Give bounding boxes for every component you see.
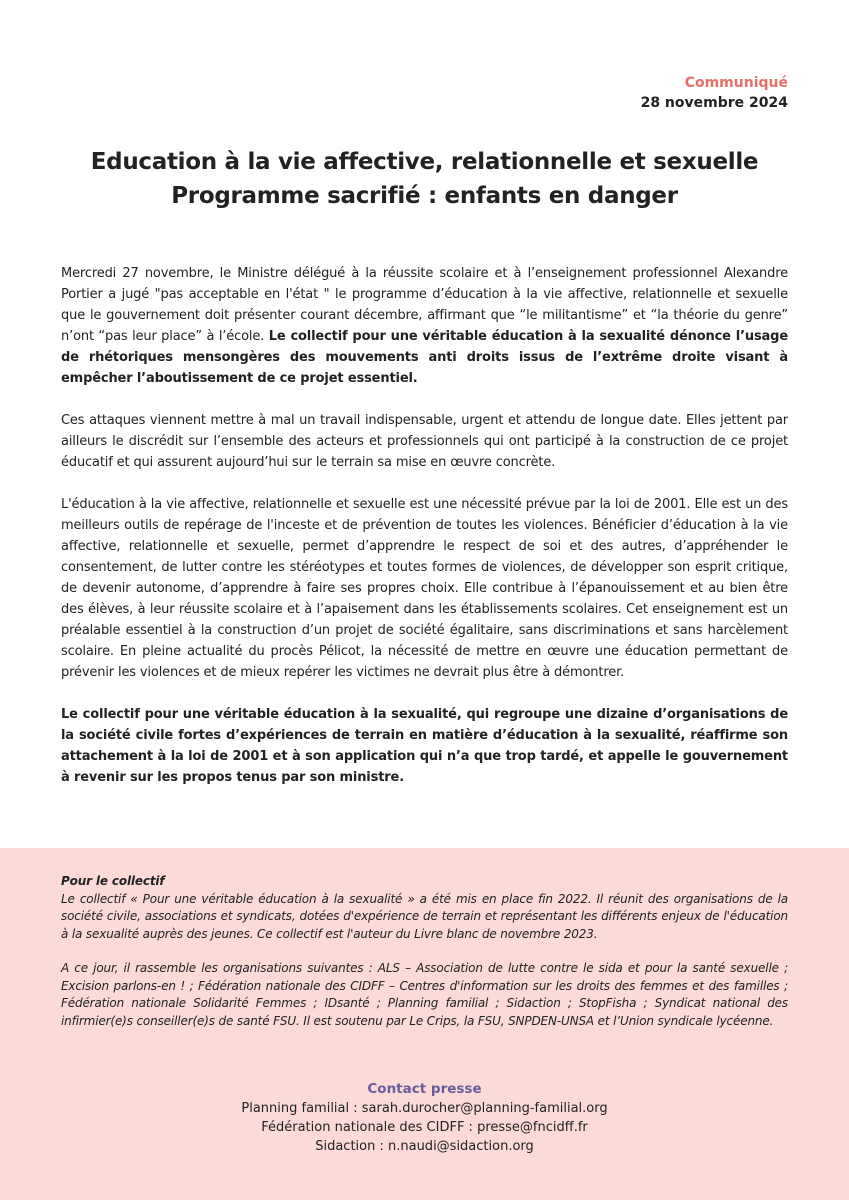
press-contact bbox=[0, 1080, 849, 1156]
contact-cidff: Fédération nationale des CIDFF : presse@fncidff.fr bbox=[261, 1120, 588, 1135]
title-line-2: Programme sacrifié : enfants en danger bbox=[171, 183, 678, 209]
paragraph-4 bbox=[61, 704, 788, 788]
collectif-heading: Pour le collectif bbox=[61, 874, 165, 888]
press-release-body bbox=[61, 263, 788, 809]
collectif-members: A ce jour, il rassemble les organisations suivantes : ALS – Association de lutte contre le sida et pour la santé sexuelle ; Excision parlons-en ! ; Fédération nationale des CIDFF – Centres d'information sur les droits des femmes et des familles ; Fédération nationale Solidarité Femmes ; IDsanté ; Planning familial ; Sidaction ; StopFisha ; Syndicat national des infirmier(e)s conseiller(e)s de santé FSU. Il est soutenu par Le Crips, la FSU, SNPDEN-UNSA et l’Union syndicale lycéenne. bbox=[61, 961, 788, 1028]
contact-planning-familial: Planning familial : sarah.durocher@planning-familial.org bbox=[241, 1101, 608, 1116]
paragraph-3: L'éducation à la vie affective, relationnelle et sexuelle est une nécessité prévue par la loi de 2001. Elle est un des meilleurs outils de repérage de l'inceste et de prévention de toutes les violences. Bénéficier d’éducation à la vie affective, relationnelle et sexuelle, permet d’apprendre le respect de soi et des autres, d’appréhender le consentement, de lutter contre les stéréotypes et toutes formes de violences, de développer son esprit critique, de devenir autonome, d’apprendre à faire ses propres choix. Elle contribue à l’épanouissement et au bien être des élèves, à leur réussite scolaire et à l’apaisement dans les établissements scolaires. Cet enseignement est un préalable essentiel à la construction d’un projet de société égalitaire, sans discriminations et sans harcèlement scolaire. En pleine actualité du procès Pélicot, la nécessité de mettre en œuvre une éducation permettant de prévenir les violences et de mieux repérer les victimes ne devrait plus être à démontrer. bbox=[61, 497, 788, 680]
contact-title: Contact presse bbox=[367, 1081, 482, 1097]
paragraph-2: Ces attaques viennent mettre à mal un travail indispensable, urgent et attendu de longue date. Elles jettent par ailleurs le discrédit sur l’ensemble des acteurs et professionnels qui ont participé à la construction de ce projet éducatif et qui assurent aujourd’hui sur le terrain sa mise en œuvre concrète. bbox=[61, 413, 788, 470]
spacer bbox=[61, 943, 788, 960]
paragraph-4-bold: Le collectif pour une véritable éducation à la sexualité, qui regroupe une dizaine d’organisations de la société civile fortes d’expériences de terrain en matière d’éducation à la sexualité, réaffirme son attachement à la loi de 2001 et à son application qui n’a que trop tardé, et appelle le gouvernement à revenir sur les propos tenus par son ministre. bbox=[61, 707, 788, 785]
title-line-1: Education à la vie affective, relationnelle et sexuelle bbox=[90, 149, 759, 175]
collectif-info bbox=[61, 873, 788, 1030]
document-date: 28 novembre 2024 bbox=[640, 95, 788, 111]
paragraph-1-bold: Le collectif pour une véritable éducation à la sexualité dénonce l’usage de rhétoriques mensongères des mouvements anti droits issus de l’extrême droite visant à empêcher l’aboutissement de ce projet essentiel. bbox=[61, 329, 788, 386]
paragraph-1-text: Mercredi 27 novembre, le Ministre délégué à la réussite scolaire et à l’enseignement professionnel Alexandre Portier a jugé "pas acceptable en l'état " le programme d’éducation à la vie affective, relationnelle et sexuelle que le gouvernement doit présenter courant décembre, affirmant que “le militantisme” et “la théorie du genre” n’ont “pas leur place” à l’école. bbox=[61, 266, 788, 344]
document-type-label: Communiqué bbox=[684, 75, 788, 91]
collectif-about: Le collectif « Pour une véritable éducation à la sexualité » a été mis en place fin 2022. Il réunit des organisations de la société civile, associations et syndicats, dotées d'expérience de terrain et représentant les différents enjeux de l'éducation à la sexualité auprès des jeunes. Ce collectif est l'auteur du Livre blanc de novembre 2023. bbox=[61, 891, 788, 941]
page-title bbox=[40, 145, 809, 213]
contact-sidaction: Sidaction : n.naudi@sidaction.org bbox=[315, 1139, 534, 1154]
footer-panel bbox=[0, 848, 849, 1200]
paragraph-1 bbox=[61, 263, 788, 389]
document-header bbox=[641, 73, 788, 113]
